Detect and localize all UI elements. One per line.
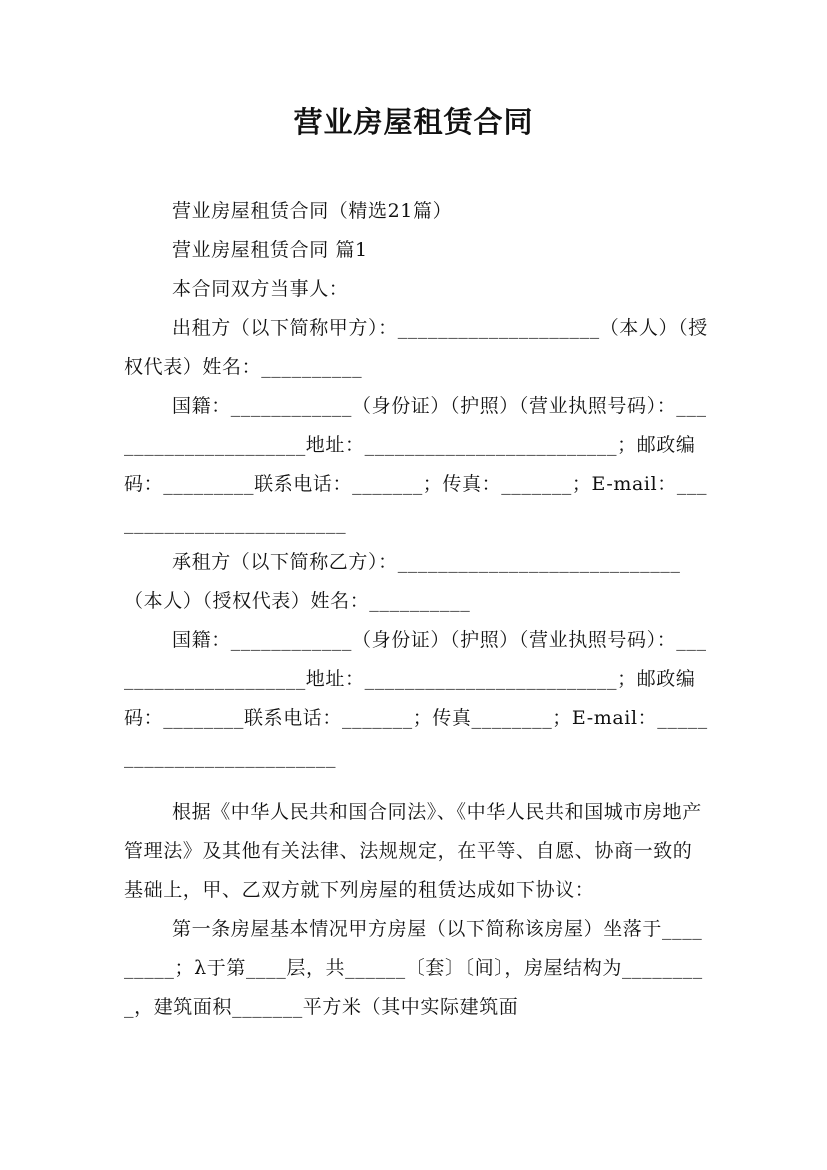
- paragraph-chapter-heading: 营业房屋租赁合同 篇1: [172, 239, 368, 261]
- paragraph-subtitle: 营业房屋租赁合同（精选21篇）: [172, 200, 453, 222]
- paragraph-lessee: 承租方（以下简称乙方）：____________________________（本人）（授权代表）姓名：__________: [124, 551, 681, 612]
- document-title: 营业房屋租赁合同: [293, 105, 534, 139]
- paragraph-spacer: [124, 777, 709, 793]
- paragraph-lessor-details: 国籍：____________（身份证）（护照）（营业执照号码）：_____________________地址：_________________________；邮政编码：_________联系电话：_______；传真：_______；E-mail：_________________________: [124, 395, 708, 534]
- paragraph-parties-intro: 本合同双方当事人：: [172, 278, 349, 300]
- paragraph-lessee-details: 国籍：____________（身份证）（护照）（营业执照号码）：_____________________地址：_________________________；邮政编码：________联系电话：_______；传真________；E-mail：__________________________: [124, 629, 708, 768]
- paragraph-article-one: 第一条房屋基本情况甲方房屋（以下简称该房屋）坐落于_________；λ于第____层，共______〔套〕〔间〕，房屋结构为_________，建筑面积_______平方米（其中实际建筑面: [124, 918, 703, 1018]
- document-body: [124, 192, 709, 1027]
- paragraph-legal-basis: 根据《中华人民共和国合同法》、《中华人民共和国城市房地产管理法》及其他有关法律、法规规定，在平等、自愿、协商一致的基础上，甲、乙双方就下列房屋的租赁达成如下协议：: [124, 801, 702, 901]
- paragraph-lessor: 出租方（以下简称甲方）：____________________（本人）（授权代表）姓名：__________: [124, 317, 708, 378]
